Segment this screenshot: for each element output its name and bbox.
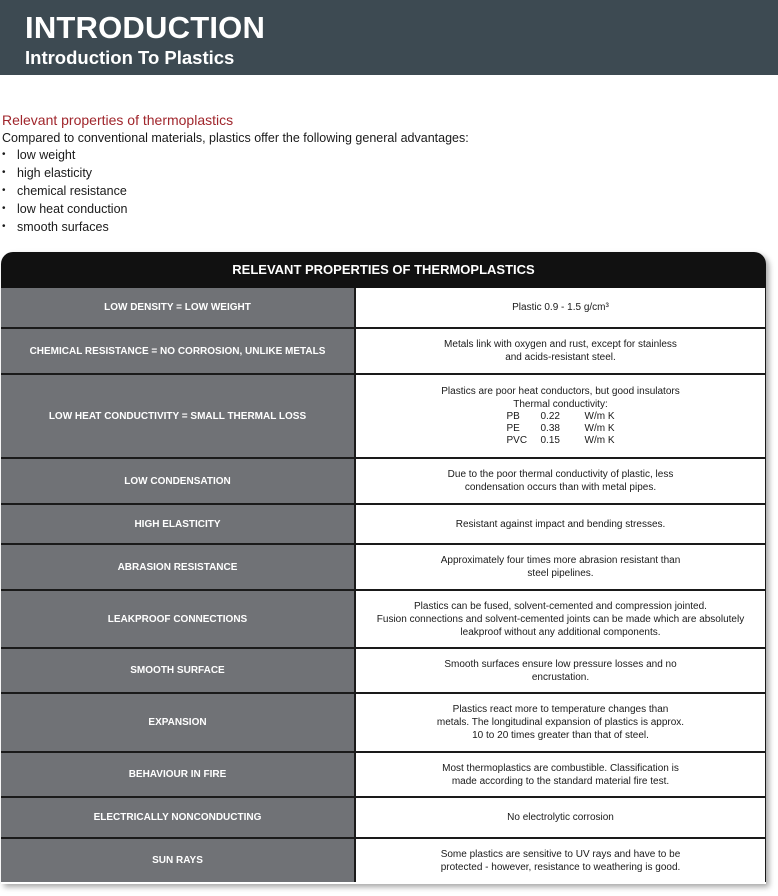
property-cell: CHEMICAL RESISTANCE = NO CORROSION, UNLIKE METALS — [1, 329, 356, 373]
page-title: INTRODUCTION — [25, 10, 266, 45]
description-cell: Plastics are poor heat conductors, but good insulators Thermal conductivity: PB 0.22 W/m K PE 0.38 W/m K PVC 0.15 W/m K — [356, 375, 766, 457]
table-row — [1, 543, 766, 589]
bullet-icon: • — [2, 221, 6, 232]
property-cell: HIGH ELASTICITY — [1, 505, 356, 543]
description-cell: Resistant against impact and bending stresses. — [356, 505, 766, 543]
table-row — [1, 288, 766, 327]
property-cell: ABRASION RESISTANCE — [1, 545, 356, 589]
list-item: • chemical resistance — [2, 184, 127, 198]
property-cell: SUN RAYS — [1, 839, 356, 882]
table-row — [1, 327, 766, 373]
description-cell: Plastics react more to temperature changes than metals. The longitudinal expansion of plastics is approx. 10 to 20 times greater than that of steel. — [356, 694, 766, 751]
property-cell: LEAKPROOF CONNECTIONS — [1, 591, 356, 647]
list-item: • low weight — [2, 148, 76, 162]
table-row — [1, 647, 766, 692]
description-cell: Metals link with oxygen and rust, except for stainless and acids-resistant steel. — [356, 329, 766, 373]
section-title: Relevant properties of thermoplastics — [2, 112, 234, 128]
description-cell: Due to the poor thermal conductivity of plastic, less condensation occurs than with metal pipes. — [356, 459, 766, 503]
property-cell: LOW CONDENSATION — [1, 459, 356, 503]
description-cell: No electrolytic corrosion — [356, 798, 766, 837]
property-cell: SMOOTH SURFACE — [1, 649, 356, 692]
table-row — [1, 503, 766, 543]
bullet-icon: • — [2, 149, 6, 160]
description-cell: Most thermoplastics are combustible. Classification is made according to the standard material fire test. — [356, 753, 766, 796]
description-cell: Plastic 0.9 - 1.5 g/cm³ — [356, 288, 766, 327]
table-row — [1, 837, 766, 882]
description-cell: Smooth surfaces ensure low pressure losses and no encrustation. — [356, 649, 766, 692]
table-row: PB 0.22 W/m K — [506, 411, 615, 422]
description-cell: Some plastics are sensitive to UV rays and have to be protected - however, resistance to weathering is good. — [356, 839, 766, 882]
table-row — [1, 457, 766, 503]
table-row: PVC 0.15 W/m K — [506, 435, 615, 446]
table-row — [1, 796, 766, 837]
bullet-icon: • — [2, 185, 6, 196]
table-row — [1, 589, 766, 647]
bullet-icon: • — [2, 167, 6, 178]
list-item: • low heat conduction — [2, 202, 128, 216]
property-cell: BEHAVIOUR IN FIRE — [1, 753, 356, 796]
table-row: PE 0.38 W/m K — [506, 423, 615, 434]
page-subtitle: Introduction To Plastics — [25, 47, 235, 68]
description-cell: Plastics can be fused, solvent-cemented and compression jointed. Fusion connections and solvent-cemented joints can be made which are absolutely leakproof without any additional components. — [356, 591, 766, 647]
table-row — [1, 692, 766, 751]
property-cell: LOW DENSITY = LOW WEIGHT — [1, 288, 356, 327]
bullet-icon: • — [2, 203, 6, 214]
list-item: • smooth surfaces — [2, 220, 109, 234]
table-row — [1, 751, 766, 796]
list-item: • high elasticity — [2, 166, 93, 180]
page-header — [0, 0, 778, 75]
property-cell: ELECTRICALLY NONCONDUCTING — [1, 798, 356, 837]
properties-table — [1, 252, 766, 884]
description-cell: Approximately four times more abrasion resistant than steel pipelines. — [356, 545, 766, 589]
conductivity-table — [507, 411, 615, 447]
table-title: RELEVANT PROPERTIES OF THERMOPLASTICS — [1, 252, 766, 288]
property-cell: LOW HEAT CONDUCTIVITY = SMALL THERMAL LOSS — [1, 375, 356, 457]
intro-text: Compared to conventional materials, plastics offer the following general advantages: — [2, 131, 469, 145]
advantages-list — [2, 146, 128, 236]
table-row — [1, 373, 766, 457]
property-cell: EXPANSION — [1, 694, 356, 751]
